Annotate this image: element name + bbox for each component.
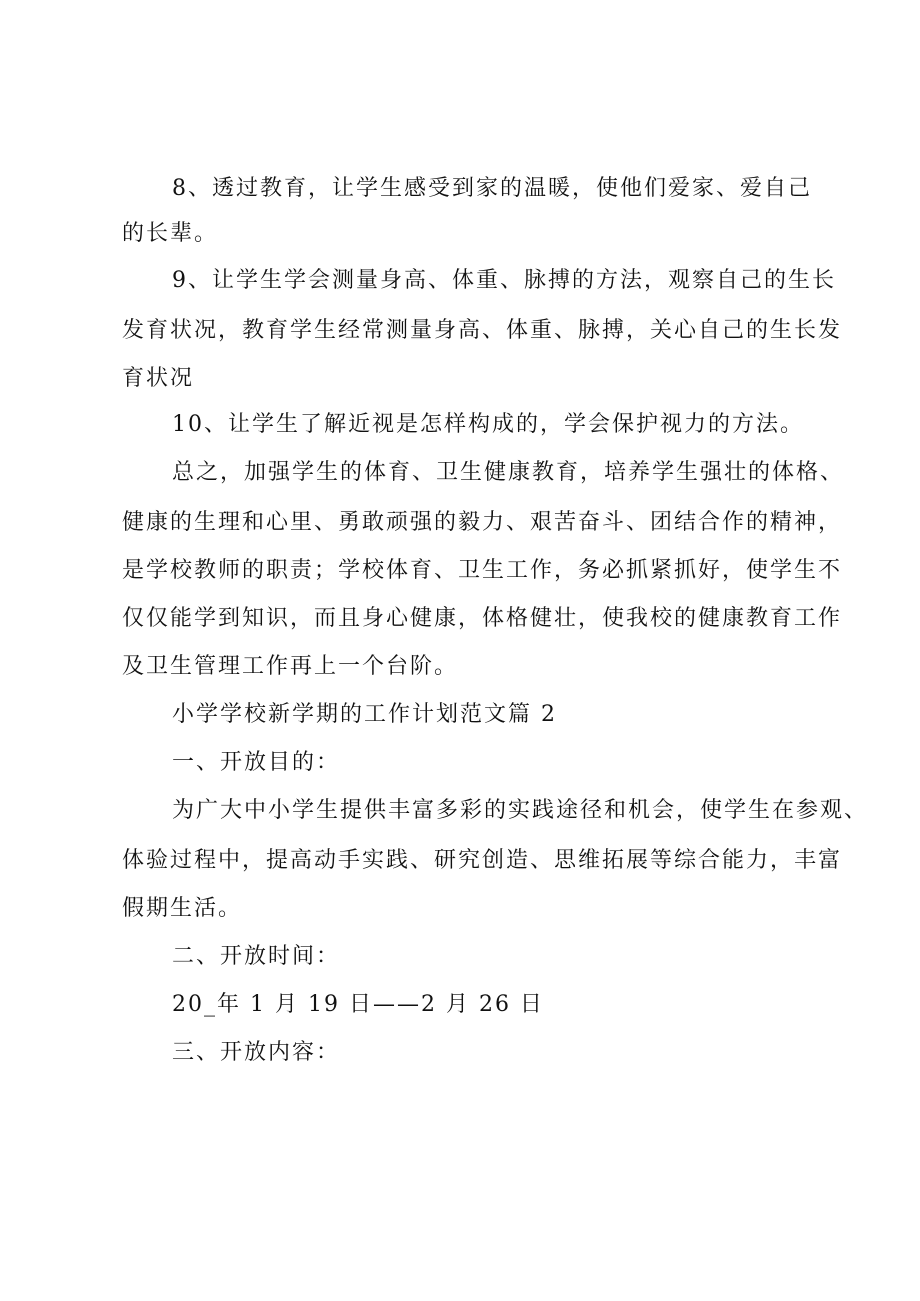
summary-line-3: 是学校教师的职责；学校体育、卫生工作，务必抓紧抓好，使学生不 xyxy=(122,558,843,583)
section-2-heading: 二、开放时间： xyxy=(172,944,341,969)
section-1-line-3: 假期生活。 xyxy=(122,896,243,921)
section-1-line-1: 为广大中小学生提供丰富多彩的实践途径和机会，使学生在参观、 xyxy=(172,798,869,823)
summary-line-1: 总之，加强学生的体育、卫生健康教育，培养学生强壮的体格、 xyxy=(172,460,845,485)
summary-line-4: 仅仅能学到知识，而且身心健康，体格健壮，使我校的健康教育工作 xyxy=(122,606,843,631)
article-heading: 小学学校新学期的工作计划范文篇 2 xyxy=(172,702,557,727)
summary-line-5: 及卫生管理工作再上一个台阶。 xyxy=(122,654,459,679)
paragraph-9-line-3: 育状况 xyxy=(122,366,195,391)
paragraph-9-line-2: 发育状况，教育学生经常测量身高、体重、脉搏，关心自己的生长发 xyxy=(122,318,843,343)
summary-line-2: 健康的生理和心里、勇敢顽强的毅力、艰苦奋斗、团结合作的精神， xyxy=(122,510,843,535)
section-1-line-2: 体验过程中，提高动手实践、研究创造、思维拓展等综合能力，丰富 xyxy=(122,848,843,873)
paragraph-8-line-1: 8、透过教育，让学生感受到家的温暖，使他们爱家、爱自己 xyxy=(172,176,812,201)
section-2-line-1: 20_年 1 月 19 日——2 月 26 日 xyxy=(172,992,544,1017)
paragraph-10-line-1: 10、让学生了解近视是怎样构成的，学会保护视力的方法。 xyxy=(172,412,804,437)
section-3-heading: 三、开放内容： xyxy=(172,1040,341,1065)
paragraph-8-line-2: 的长辈。 xyxy=(122,221,219,246)
section-1-heading: 一、开放目的： xyxy=(172,750,341,775)
paragraph-9-line-1: 9、让学生学会测量身高、体重、脉搏的方法，观察自己的生长 xyxy=(172,268,836,293)
